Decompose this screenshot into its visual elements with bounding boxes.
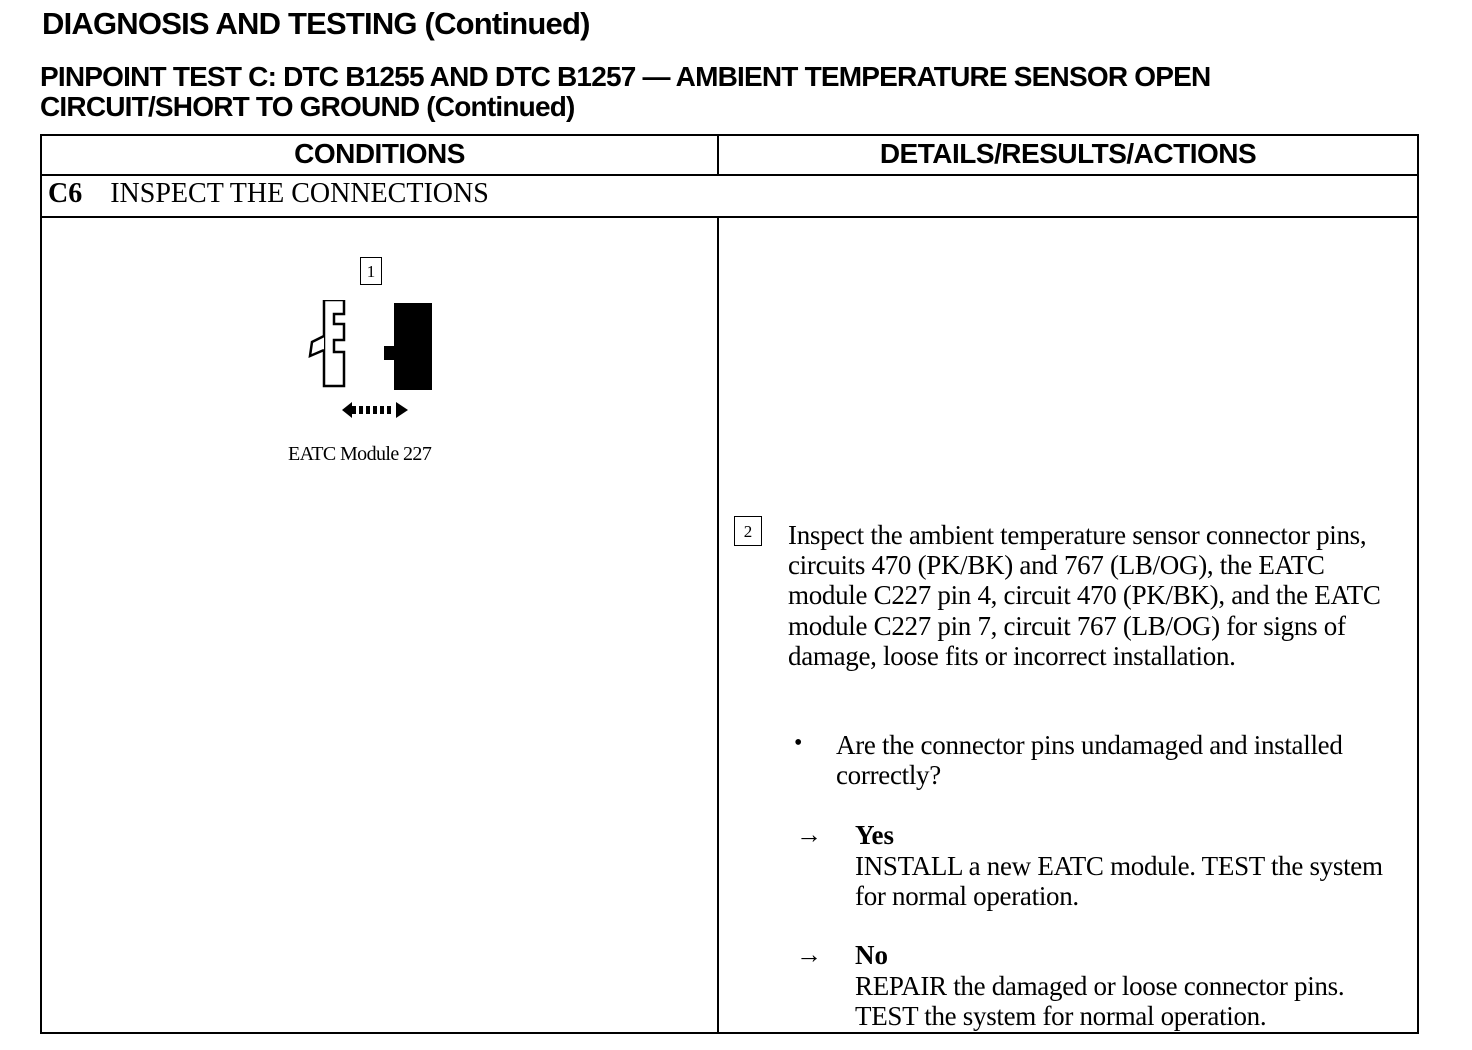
step-row-divider — [42, 216, 1417, 218]
step-row — [48, 178, 489, 210]
test-title-line-2: CIRCUIT/SHORT TO GROUND (Continued) — [40, 91, 575, 122]
connector-latch — [310, 336, 324, 356]
connector-half-module — [384, 303, 432, 390]
yes-label: Yes — [855, 820, 894, 850]
column-divider-body — [717, 216, 719, 1034]
connector-half-open — [324, 300, 344, 386]
callout-1: 1 — [360, 257, 382, 285]
details-header: DETAILS/RESULTS/ACTIONS — [879, 138, 1257, 169]
arrow-right-icon: → — [796, 820, 822, 849]
pinpoint-test-title — [40, 62, 1210, 122]
no-action: REPAIR the damaged or loose connector pins. TEST the system for normal operation. — [855, 971, 1345, 1032]
bullet-icon: • — [794, 730, 803, 756]
step-title: INSPECT THE CONNECTIONS — [110, 178, 489, 209]
step-number: C6 — [48, 178, 83, 209]
instruction-text: Inspect the ambient temperature sensor connector pins, circuits 470 (PK/BK) and 767 (LB/OG), the EATC module C227 pin 4, circuit 470 (PK/BK), and the EATC module C227 pin 7, circuit 767 (LB/OG) for signs of damage, loose fits or incorrect installation. — [788, 520, 1381, 671]
header-divider — [42, 174, 1417, 176]
test-title-line-1: PINPOINT TEST C: DTC B1255 AND DTC B1257 — AMBIENT TEMPERATURE SENSOR OPEN — [40, 61, 1211, 92]
disconnect-arrow-icon — [342, 402, 408, 418]
page-heading: DIAGNOSIS AND TESTING (Continued) — [42, 6, 590, 41]
connector-illustration — [306, 300, 446, 430]
conditions-header: CONDITIONS — [294, 138, 465, 169]
question-text: Are the connector pins undamaged and installed correctly? — [836, 730, 1343, 791]
no-label: No — [855, 940, 888, 970]
arrow-right-icon: → — [796, 940, 822, 969]
callout-2: 2 — [734, 516, 762, 546]
connector-label: EATC Module 227 — [288, 443, 432, 465]
yes-action: INSTALL a new EATC module. TEST the system for normal operation. — [855, 851, 1383, 912]
